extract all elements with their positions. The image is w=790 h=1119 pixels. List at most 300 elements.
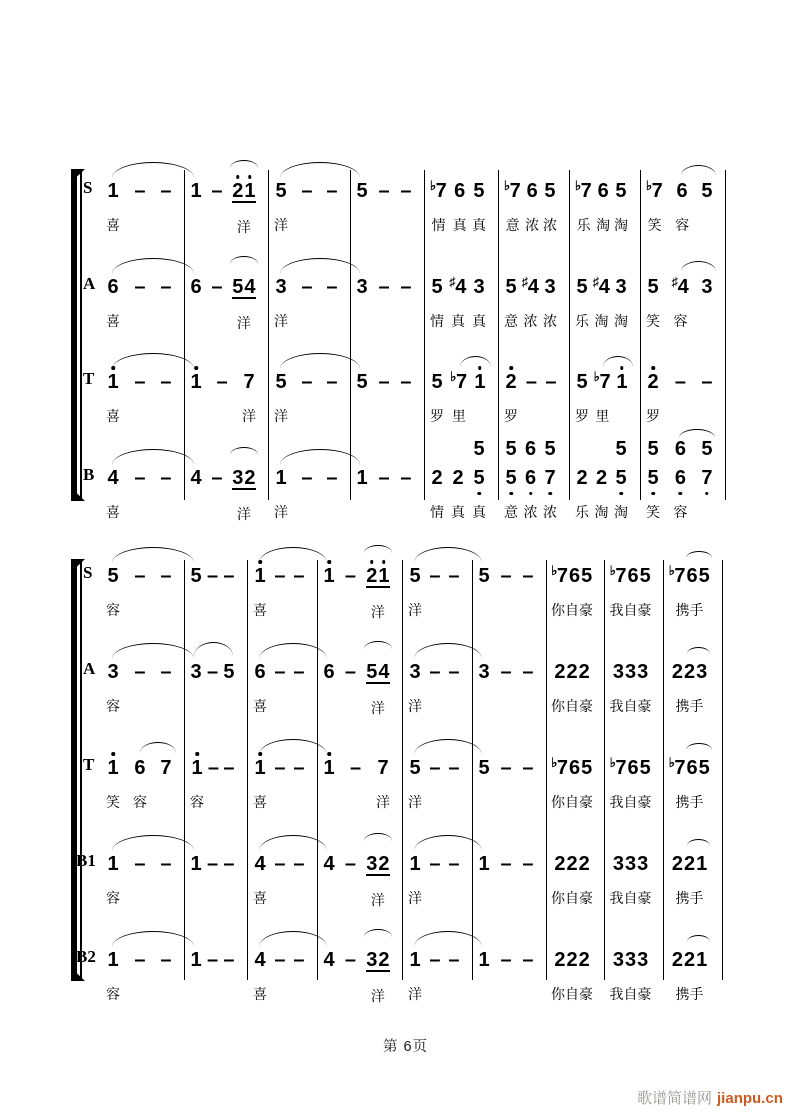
part-label-S: S bbox=[83, 563, 93, 582]
note-cell bbox=[323, 560, 335, 618]
lyric: 我自豪 bbox=[609, 602, 652, 618]
note-cell bbox=[190, 752, 204, 810]
duration-dash: – bbox=[134, 467, 146, 489]
tie-arc-icon bbox=[112, 258, 194, 274]
note bbox=[323, 656, 335, 682]
measure bbox=[663, 848, 722, 906]
note-cell bbox=[596, 175, 610, 233]
lyric: 洋 bbox=[236, 219, 251, 235]
dash-cell bbox=[301, 175, 313, 233]
note bbox=[160, 271, 172, 297]
note-cell bbox=[106, 560, 120, 618]
measure bbox=[546, 944, 604, 1002]
note bbox=[160, 462, 172, 488]
note-digit: 2 bbox=[366, 565, 378, 587]
dash-cell bbox=[274, 656, 286, 714]
note bbox=[400, 462, 412, 488]
notes-row bbox=[498, 175, 569, 233]
slur-icon bbox=[687, 647, 710, 654]
duration-dash: – bbox=[500, 949, 512, 971]
lyric: 笑 bbox=[106, 794, 120, 810]
note-cell bbox=[274, 271, 288, 329]
note bbox=[243, 366, 255, 392]
notes-row bbox=[268, 462, 350, 520]
note-cell bbox=[274, 175, 288, 233]
measure bbox=[317, 944, 402, 1004]
upper-voice-note: 5 bbox=[615, 438, 627, 460]
dash-cell bbox=[378, 175, 390, 233]
note-cell bbox=[274, 462, 288, 520]
duration-dash: – bbox=[274, 949, 286, 971]
note bbox=[449, 271, 467, 297]
notes-row bbox=[472, 848, 546, 906]
duration-dash: – bbox=[344, 661, 356, 683]
duration-dash: – bbox=[522, 949, 534, 971]
note bbox=[478, 560, 490, 586]
note-digit: 1 bbox=[478, 853, 490, 875]
note bbox=[576, 271, 588, 297]
note bbox=[206, 656, 218, 682]
note bbox=[400, 175, 412, 201]
notes-row bbox=[402, 848, 472, 906]
dash-cell bbox=[134, 560, 146, 618]
note-digit: 2 bbox=[554, 949, 566, 971]
note bbox=[500, 848, 512, 874]
lyric: 洋 bbox=[236, 506, 251, 522]
note-digit: 6 bbox=[569, 757, 581, 779]
notes-row bbox=[472, 560, 546, 618]
note bbox=[671, 944, 707, 970]
notes-row bbox=[402, 656, 472, 714]
note-cell bbox=[543, 175, 557, 233]
note bbox=[701, 175, 713, 201]
note-digit: 1 bbox=[190, 371, 202, 393]
note-cell bbox=[523, 438, 538, 520]
duration-dash: – bbox=[293, 661, 305, 683]
note-digit: 2 bbox=[378, 853, 390, 875]
note-digit: 5 bbox=[647, 467, 659, 489]
note-digit: 3 bbox=[409, 661, 421, 683]
note bbox=[366, 656, 390, 684]
notes-row bbox=[424, 271, 498, 329]
note-digit: 7 bbox=[556, 757, 568, 779]
tie-arc-icon bbox=[112, 449, 194, 465]
note-cell bbox=[575, 366, 589, 424]
note-digit: 5 bbox=[190, 565, 202, 587]
flat-icon: ♭ bbox=[668, 563, 675, 578]
notes-row bbox=[350, 271, 424, 329]
note bbox=[107, 656, 119, 682]
lyric: 喜 bbox=[253, 986, 267, 1002]
duration-dash: – bbox=[429, 757, 441, 779]
note bbox=[551, 560, 593, 586]
note bbox=[366, 848, 390, 876]
note bbox=[525, 366, 537, 392]
notes-row bbox=[546, 656, 604, 714]
note-digit: 6 bbox=[686, 757, 698, 779]
lyric: 你自豪 bbox=[551, 602, 593, 618]
note-digit: 1 bbox=[616, 371, 628, 393]
note-cell bbox=[190, 848, 202, 906]
duration-dash: – bbox=[134, 565, 146, 587]
dash-cell bbox=[134, 656, 146, 714]
note-cell bbox=[253, 944, 267, 1002]
note-cell bbox=[701, 271, 713, 329]
note bbox=[356, 271, 368, 297]
note bbox=[190, 944, 202, 970]
notes-row bbox=[424, 175, 498, 233]
measure bbox=[184, 366, 268, 424]
dash-cell bbox=[448, 752, 460, 810]
duration-dash: – bbox=[400, 371, 412, 393]
note-cell bbox=[646, 175, 663, 233]
dash-cell bbox=[429, 752, 441, 810]
note bbox=[545, 366, 557, 392]
note-cell bbox=[675, 175, 689, 233]
note-cell bbox=[669, 560, 711, 618]
lyric: 罗 bbox=[504, 408, 518, 424]
note-cell bbox=[478, 944, 490, 1002]
note bbox=[669, 752, 711, 778]
duration-dash: – bbox=[301, 180, 313, 202]
measure bbox=[472, 848, 546, 906]
lyric: 容 bbox=[106, 986, 120, 1002]
notes-row bbox=[100, 752, 184, 810]
note-digit: 2 bbox=[671, 853, 683, 875]
tie-arc-icon bbox=[280, 162, 360, 178]
note-digit: 1 bbox=[107, 180, 119, 202]
lyric: 容 bbox=[675, 217, 690, 233]
note-digit: 1 bbox=[323, 565, 335, 587]
lyric: 淘 bbox=[613, 217, 628, 233]
tie-arc-icon bbox=[280, 449, 360, 465]
barline bbox=[722, 560, 723, 980]
note bbox=[429, 848, 441, 874]
dash-cell bbox=[301, 271, 313, 329]
dash-cell bbox=[326, 271, 338, 329]
note bbox=[160, 560, 172, 586]
duration-dash: – bbox=[160, 565, 172, 587]
note bbox=[505, 438, 517, 489]
dash-cell bbox=[522, 560, 534, 618]
note-digit: 5 bbox=[581, 565, 593, 587]
tie-arc-icon bbox=[280, 353, 360, 369]
note-cell bbox=[478, 656, 490, 714]
lyric: 浓 bbox=[525, 217, 540, 233]
notes-row bbox=[569, 438, 640, 520]
duration-dash: – bbox=[378, 371, 390, 393]
note-digit: 5 bbox=[698, 565, 710, 587]
duration-dash: – bbox=[207, 757, 219, 779]
note-cell bbox=[408, 656, 422, 714]
note-digit: 2 bbox=[671, 949, 683, 971]
notes-row bbox=[100, 656, 184, 714]
note bbox=[160, 944, 172, 970]
note-digit: 5 bbox=[473, 467, 485, 489]
note bbox=[275, 366, 287, 392]
dash-cell bbox=[301, 366, 313, 424]
tie-arc-icon bbox=[112, 931, 194, 947]
dash-cell bbox=[160, 656, 172, 714]
sharp-icon: ♯ bbox=[592, 274, 600, 289]
note bbox=[356, 175, 368, 201]
note-digit: 1 bbox=[107, 757, 119, 779]
note-cell bbox=[408, 560, 422, 618]
upper-voice-note: 5 bbox=[473, 438, 485, 460]
lyric: 洋 bbox=[236, 315, 251, 331]
note bbox=[350, 752, 362, 778]
upper-voice-note: 6 bbox=[524, 438, 537, 460]
note-digit: 2 bbox=[378, 949, 390, 971]
note-digit: 5 bbox=[581, 757, 593, 779]
measure bbox=[498, 271, 569, 329]
note-digit: 2 bbox=[554, 661, 566, 683]
duration-dash: – bbox=[293, 853, 305, 875]
dash-cell bbox=[134, 366, 146, 424]
duration-dash: – bbox=[223, 853, 235, 875]
note-digit: 2 bbox=[505, 371, 517, 393]
duration-dash: – bbox=[293, 757, 305, 779]
note-cell bbox=[504, 438, 518, 520]
duration-dash: – bbox=[326, 180, 338, 202]
lyric: 淘 bbox=[614, 504, 628, 520]
duration-dash: – bbox=[160, 661, 172, 683]
part-label-T: T bbox=[83, 369, 95, 388]
note-cell bbox=[253, 752, 267, 810]
lyric: 真 bbox=[472, 313, 486, 329]
lyric: 容 bbox=[132, 794, 147, 810]
note-digit: 4 bbox=[598, 276, 610, 298]
note bbox=[522, 656, 534, 682]
note bbox=[223, 560, 235, 586]
note bbox=[274, 848, 286, 874]
lyric: 浓 bbox=[523, 504, 538, 520]
dash-cell bbox=[429, 560, 441, 618]
note bbox=[409, 560, 421, 586]
dash-cell bbox=[522, 848, 534, 906]
dash-cell bbox=[400, 366, 412, 424]
note-digit: 5 bbox=[478, 757, 490, 779]
dash-cell bbox=[160, 271, 172, 329]
notes-row bbox=[498, 438, 569, 520]
note-digit: 1 bbox=[696, 949, 708, 971]
note bbox=[274, 656, 286, 682]
measure bbox=[350, 462, 424, 520]
duration-dash: – bbox=[448, 661, 460, 683]
note bbox=[223, 944, 235, 970]
notes-row bbox=[247, 848, 317, 906]
notes-row bbox=[472, 752, 546, 810]
note-digit: 2 bbox=[566, 949, 578, 971]
measure bbox=[424, 271, 498, 329]
notes-row bbox=[247, 656, 317, 714]
notes-row bbox=[184, 752, 247, 810]
dash-cell bbox=[522, 944, 534, 1002]
duration-dash: – bbox=[160, 371, 172, 393]
dash-cell bbox=[448, 848, 460, 906]
lyric: 携手 bbox=[675, 794, 704, 810]
note-digit: 5 bbox=[107, 565, 119, 587]
notes-row bbox=[472, 944, 546, 1002]
duration-dash: – bbox=[701, 371, 713, 393]
measure bbox=[604, 752, 663, 810]
note-digit: 3 bbox=[107, 661, 119, 683]
note bbox=[254, 944, 266, 970]
notes-row bbox=[350, 366, 424, 424]
duration-dash: – bbox=[378, 276, 390, 298]
notes-row bbox=[569, 271, 640, 329]
lyric: 洋 bbox=[370, 892, 385, 908]
note bbox=[107, 944, 119, 970]
note-cell bbox=[575, 175, 592, 233]
note bbox=[575, 175, 592, 201]
note-digit: 2 bbox=[554, 853, 566, 875]
note bbox=[326, 175, 338, 201]
note bbox=[473, 271, 485, 297]
note-digit: 4 bbox=[677, 276, 689, 298]
note-cell bbox=[106, 944, 120, 1002]
lyric: 意 bbox=[505, 217, 520, 233]
notes-row bbox=[317, 848, 402, 908]
note bbox=[107, 462, 119, 488]
notes-row bbox=[402, 944, 472, 1002]
note-cell bbox=[504, 175, 521, 233]
note-digit: 2 bbox=[232, 180, 244, 202]
notes-row bbox=[100, 848, 184, 906]
note bbox=[254, 656, 266, 682]
note-digit: 7 bbox=[615, 757, 627, 779]
note-digit: 4 bbox=[455, 276, 467, 298]
upper-voice-note: 6 bbox=[674, 438, 686, 460]
note-digit: 4 bbox=[323, 949, 335, 971]
lyric: 喜 bbox=[106, 313, 120, 329]
notes-row bbox=[402, 752, 472, 810]
lyric: 罗 bbox=[430, 408, 444, 424]
measure bbox=[640, 438, 725, 520]
lyric: 喜 bbox=[253, 890, 267, 906]
note bbox=[669, 560, 711, 586]
note bbox=[275, 271, 287, 297]
note-cell bbox=[106, 656, 120, 714]
note-cell bbox=[242, 366, 256, 424]
lyric: 洋 bbox=[408, 890, 422, 906]
note-digit: 6 bbox=[454, 180, 466, 202]
note-digit: 1 bbox=[474, 371, 486, 393]
dash-cell bbox=[293, 944, 305, 1002]
note bbox=[615, 271, 627, 297]
note bbox=[134, 944, 146, 970]
note-cell bbox=[106, 366, 120, 424]
lyric: 罗 bbox=[646, 408, 660, 424]
note-digit: 2 bbox=[244, 467, 256, 489]
dash-cell bbox=[160, 366, 172, 424]
note-digit: 3 bbox=[701, 276, 713, 298]
note-cell bbox=[133, 752, 147, 810]
dash-cell bbox=[207, 752, 219, 810]
note-digit: 1 bbox=[409, 853, 421, 875]
notes-row bbox=[604, 848, 663, 906]
notes-row bbox=[184, 462, 268, 522]
note-digit: 5 bbox=[356, 371, 368, 393]
duration-dash: – bbox=[160, 467, 172, 489]
lyric: 我自豪 bbox=[609, 698, 652, 714]
note-digit: 3 bbox=[637, 853, 649, 875]
dash-cell bbox=[674, 366, 686, 424]
measure bbox=[546, 752, 604, 810]
note bbox=[326, 271, 338, 297]
part-label-B1: B1 bbox=[76, 851, 96, 870]
note-cell bbox=[430, 462, 444, 520]
note-cell bbox=[451, 462, 465, 520]
note-digit: 7 bbox=[243, 371, 255, 393]
note bbox=[610, 560, 652, 586]
note-digit: 5 bbox=[544, 180, 556, 202]
duration-dash: – bbox=[134, 371, 146, 393]
note-digit: 7 bbox=[556, 565, 568, 587]
note bbox=[593, 271, 611, 297]
dash-cell bbox=[134, 944, 146, 1002]
notes-row bbox=[424, 366, 498, 424]
notes-row bbox=[184, 848, 247, 906]
note bbox=[232, 271, 256, 299]
note-digit: 6 bbox=[627, 757, 639, 779]
lyric: 洋 bbox=[408, 794, 422, 810]
duration-dash: – bbox=[223, 757, 235, 779]
notes-row bbox=[184, 944, 247, 1002]
note-cell bbox=[356, 175, 368, 233]
note bbox=[473, 175, 485, 201]
note-cell bbox=[376, 752, 390, 810]
dash-cell bbox=[301, 462, 313, 520]
note-digit: 6 bbox=[190, 276, 202, 298]
dash-cell bbox=[160, 560, 172, 618]
dash-cell bbox=[378, 366, 390, 424]
note bbox=[610, 752, 652, 778]
note-digit: 5 bbox=[478, 565, 490, 587]
notes-row bbox=[546, 944, 604, 1002]
note bbox=[378, 366, 390, 392]
note bbox=[301, 175, 313, 201]
note bbox=[450, 366, 467, 392]
dash-cell bbox=[134, 848, 146, 906]
lyric: 淘 bbox=[596, 217, 611, 233]
note bbox=[107, 271, 119, 297]
note-cell bbox=[525, 175, 539, 233]
notes-row bbox=[100, 944, 184, 1002]
notes-row bbox=[604, 944, 663, 1002]
slur-icon bbox=[364, 641, 392, 649]
note bbox=[671, 656, 707, 682]
duration-dash: – bbox=[545, 371, 557, 393]
bracket-hook-top-icon bbox=[71, 169, 85, 177]
note-digit: 5 bbox=[356, 180, 368, 202]
note-digit: 6 bbox=[676, 180, 688, 202]
note bbox=[301, 366, 313, 392]
dash-cell bbox=[429, 656, 441, 714]
tie-arc-icon bbox=[112, 643, 194, 659]
note bbox=[400, 271, 412, 297]
upper-voice-note: 5 bbox=[505, 438, 517, 460]
dash-cell bbox=[293, 560, 305, 618]
note bbox=[594, 366, 611, 392]
measure bbox=[100, 462, 184, 520]
note bbox=[206, 944, 218, 970]
note-digit: 5 bbox=[473, 180, 485, 202]
notes-row bbox=[247, 560, 317, 618]
note bbox=[478, 944, 490, 970]
note-cell bbox=[671, 656, 707, 714]
note bbox=[190, 656, 202, 682]
